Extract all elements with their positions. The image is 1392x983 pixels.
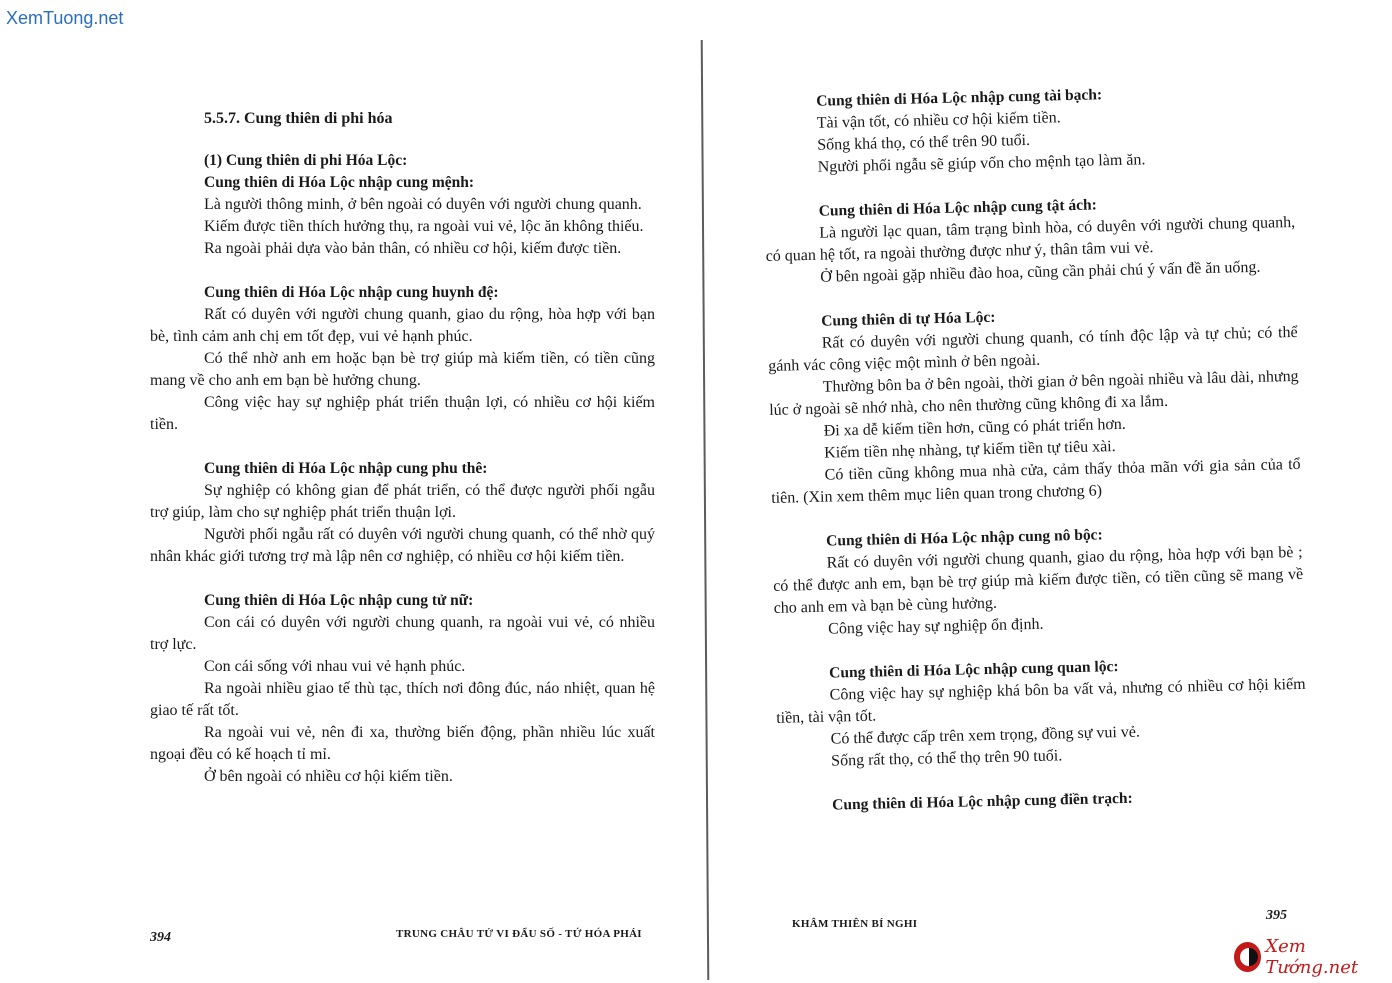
right-section-1 — [762, 80, 1294, 180]
right-section-6 — [778, 784, 1308, 818]
section-subheading: Cung thiên di Hóa Lộc nhập cung mệnh: — [204, 174, 475, 191]
paragraph: Ra ngoài vui vẻ, nên đi xa, thường biến động, phần nhiều lúc xuất ngoại đều có kế hoạch tỉ mỉ. — [150, 724, 655, 763]
section-heading: Cung thiên di Hóa Lộc nhập cung quan lộc: — [829, 658, 1119, 682]
section-heading: Cung thiên di Hóa Lộc nhập cung phu thê: — [204, 460, 488, 477]
right-section-3 — [767, 300, 1301, 510]
section-heading: Cung thiên di Hóa Lộc nhập cung tật ách: — [818, 196, 1098, 220]
section-heading: Cung thiên di Hóa Lộc nhập cung tài bạch: — [816, 86, 1103, 110]
paragraph: Có tiền cũng không mua nhà cửa, cảm thấy thỏa mãn với gia sản của tổ tiên. (Xin xem thêm mục liên quan trong chương 6) — [771, 455, 1301, 507]
paragraph: Là người lạc quan, tâm trạng bình hòa, có duyên với người chung quanh, có quan hệ tốt, ra ngoài thường được như ý, thân tâm vui vẻ. — [765, 213, 1296, 265]
paragraph: Sống rất thọ, có thể thọ trên 90 tuổi. — [831, 747, 1063, 770]
paragraph: Có thể nhờ anh em hoặc bạn bè trợ giúp mà kiếm tiền, có tiền cũng mang về cho anh em bạn bè hưởng chung. — [150, 350, 655, 389]
paragraph: Đi xa dễ kiếm tiền hơn, cũng có phát triển hơn. — [823, 415, 1127, 440]
paragraph: Con cái sống với nhau vui vẻ hạnh phúc. — [204, 658, 466, 675]
paragraph: Có thể được cấp trên xem trọng, đồng sự vui vẻ. — [830, 723, 1141, 748]
section-title: 5.5.7. Cung thiên di phi hóa — [204, 110, 393, 127]
section-heading: Cung thiên di Hóa Lộc nhập cung điền trạch: — [832, 789, 1133, 814]
running-footer-right: KHÂM THIÊN BÍ NGHI — [792, 918, 918, 930]
section-heading: Cung thiên di Hóa Lộc nhập cung tử nữ: — [204, 592, 474, 609]
paragraph: Tài vận tốt, có nhiều cơ hội kiếm tiền. — [816, 109, 1061, 132]
right-section-2 — [764, 190, 1296, 290]
paragraph: Rất có duyên với người chung quanh, có tính độc lập và tự chủ; có thể gánh vác công việc một mình ở bên ngoài. — [768, 323, 1298, 375]
right-page — [762, 80, 1309, 840]
section-heading: (1) Cung thiên di phi Hóa Lộc: — [204, 152, 408, 169]
paragraph: Người phối ngẫu sẽ giúp vốn cho mệnh tạo làm ăn. — [817, 151, 1146, 176]
left-section-4 — [150, 590, 655, 788]
page-number-left: 394 — [150, 930, 171, 945]
right-section-4 — [772, 520, 1304, 642]
paragraph: Ra ngoài nhiều giao tế thù tạc, thích nơi đông đúc, náo nhiệt, quan hệ giao tế rất tốt. — [150, 680, 655, 719]
paragraph: Ra ngoài phải dựa vào bản thân, có nhiều cơ hội, kiếm được tiền. — [204, 240, 622, 257]
yin-yang-icon — [1234, 942, 1261, 972]
left-section-2 — [150, 282, 655, 436]
paragraph: Thường bôn ba ở bên ngoài, thời gian ở bên ngoài nhiều và lâu dài, nhưng lúc ở ngoài sẽ nhớ nhà, cho nên thường cũng không đi xa lắm. — [769, 367, 1299, 419]
site-logo — [1234, 936, 1392, 978]
right-section-5 — [775, 652, 1307, 774]
section-heading: Cung thiên di tự Hóa Lộc: — [821, 308, 996, 330]
logo-text: Xem Tướng.net — [1265, 936, 1359, 978]
paragraph: Rất có duyên với người chung quanh, giao du rộng, hòa hợp với bạn bè, tình cảm anh chị em tốt đẹp, vui vẻ hạnh phúc. — [150, 306, 655, 345]
paragraph: Công việc hay sự nghiệp khá bôn ba vất vả, nhưng có nhiều cơ hội kiếm tiền, tài vận tốt. — [776, 675, 1306, 727]
left-section-3 — [150, 458, 655, 568]
section-heading: Cung thiên di Hóa Lộc nhập cung huynh đệ: — [204, 284, 499, 301]
site-watermark: XemTuong.net — [6, 8, 124, 28]
paragraph: Sống khá thọ, có thể trên 90 tuổi. — [817, 131, 1031, 154]
paragraph: Con cái có duyên với người chung quanh, ra ngoài vui vẻ, có nhiều trợ lực. — [150, 614, 655, 653]
paragraph: Người phối ngẫu rất có duyên với người chung quanh, có thể nhờ quý nhân khác giới tương trợ mà lập nên cơ nghiệp, có nhiều cơ hội kiếm tiền. — [150, 526, 655, 565]
paragraph: Ở bên ngoài gặp nhiều đào hoa, cũng cần phải chú ý vấn đề ăn uống. — [820, 258, 1261, 286]
paragraph: Kiếm được tiền thích hưởng thụ, ra ngoài vui vẻ, lộc ăn không thiếu. — [204, 218, 644, 235]
running-footer-left: TRUNG CHÂU TỬ VI ĐẨU SỐ - TỨ HÓA PHÁI — [396, 928, 642, 940]
paragraph: Sự nghiệp có không gian để phát triển, có thể được người phối ngẫu trợ giúp, làm cho sự nghiệp phát triển thuận lợi. — [150, 482, 655, 521]
paragraph: Là người thông minh, ở bên ngoài có duyên với người chung quanh. — [204, 196, 642, 213]
paragraph: Ở bên ngoài có nhiều cơ hội kiếm tiền. — [204, 768, 453, 785]
left-page — [150, 108, 655, 810]
paragraph: Công việc hay sự nghiệp ổn định. — [828, 615, 1044, 638]
paragraph: Rất có duyên với người chung quanh, giao du rộng, hòa hợp với bạn bè ; có thể được anh em, bạn bè trợ giúp mà kiếm được tiền, có tiền cũng sẽ mang về cho anh em và bạn bè cùng hưởng. — [773, 543, 1304, 617]
page-number-right: 395 — [1266, 908, 1287, 923]
paragraph: Công việc hay sự nghiệp phát triển thuận lợi, có nhiều cơ hội kiếm tiền. — [150, 394, 655, 433]
section-heading: Cung thiên di Hóa Lộc nhập cung nô bộc: — [826, 526, 1103, 550]
paragraph: Kiếm tiền nhẹ nhàng, tự kiếm tiền tự tiêu xài. — [824, 438, 1116, 462]
left-section-1 — [150, 150, 655, 260]
book-spine — [701, 40, 710, 980]
